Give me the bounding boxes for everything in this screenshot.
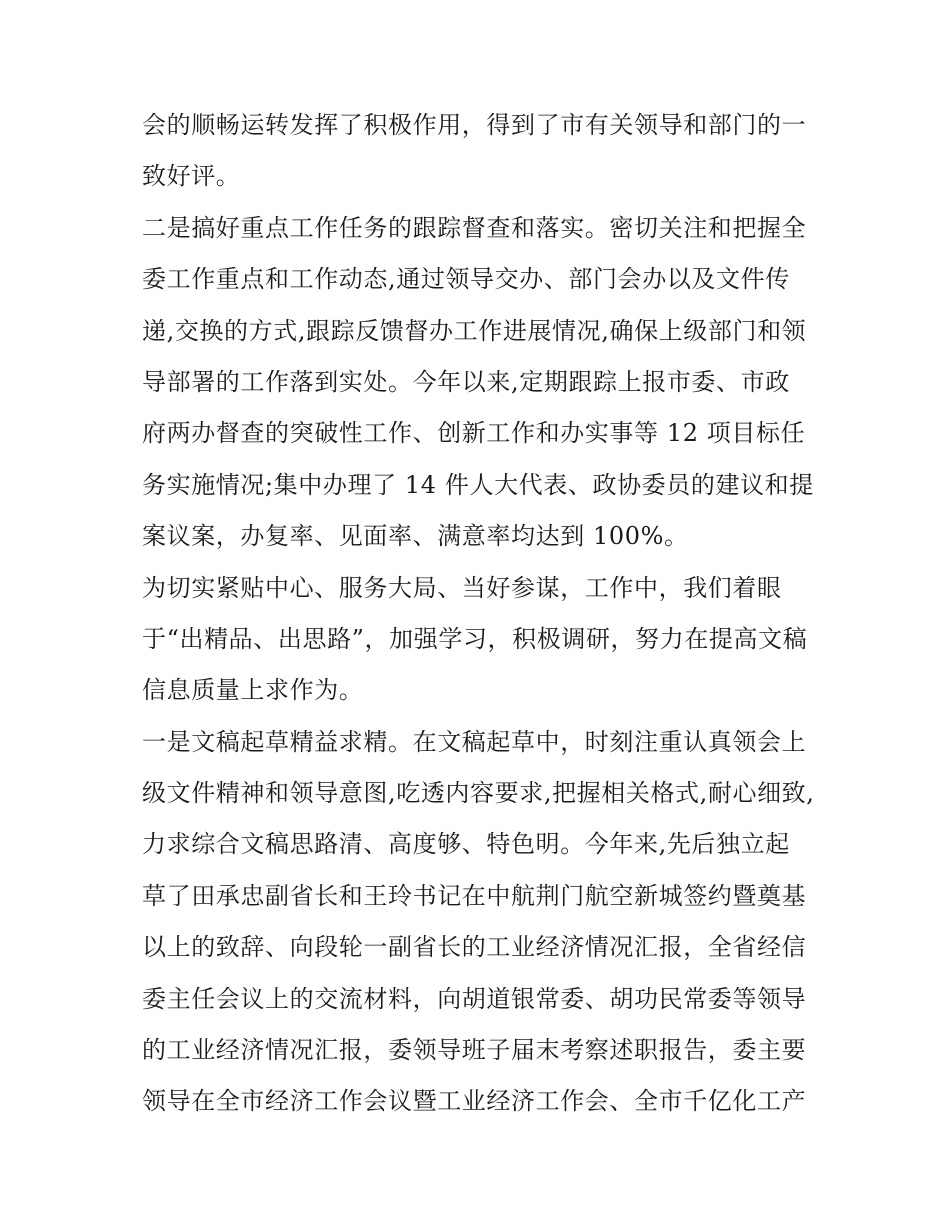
text-line: 导部署的工作落到实处。今年以来,定期跟踪上报市委、市政	[142, 367, 790, 396]
text-line: 级文件精神和领导意图,吃透内容要求,把握相关格式,耐心细致,	[142, 779, 815, 808]
text-line: 委主任会议上的交流材料，向胡道银常委、胡功民常委等领导	[142, 984, 807, 1013]
text-line: 以上的致辞、向段轮一副省长的工业经济情况汇报，全省经信	[142, 933, 807, 962]
text-line: 府两办督查的突破性工作、创新工作和办实事等 12 项目标任	[142, 419, 806, 448]
text-line: 力求综合文稿思路清、高度够、特色明。今年来,先后独立起	[142, 830, 790, 859]
text-line: 于“出精品、出思路”，加强学习，积极调研，努力在提高文稿	[142, 624, 808, 653]
text-line: 会的顺畅运转发挥了积极作用，得到了市有关领导和部门的一	[142, 111, 807, 139]
text-line: 二是搞好重点工作任务的跟踪督查和落实。密切关注和把握全	[142, 213, 807, 242]
text-line: 信息质量上求作为。	[142, 676, 364, 705]
text-line: 委工作重点和工作动态,通过领导交办、部门会办以及文件传	[142, 265, 790, 294]
text-line: 递,交换的方式,跟踪反馈督办工作进展情况,确保上级部门和领	[142, 316, 807, 345]
text-line: 的工业经济情况汇报，委领导班子届末考察述职报告，委主要	[142, 1036, 807, 1065]
text-line: 草了田承忠副省长和王玲书记在中航荆门航空新城签约暨奠基	[142, 881, 807, 910]
text-line: 一是文稿起草精益求精。在文稿起草中，时刻注重认真领会上	[142, 727, 807, 756]
document-body	[142, 100, 822, 1128]
text-line: 为切实紧贴中心、服务大局、当好参谋，工作中，我们着眼	[142, 573, 782, 602]
text-line: 务实施情况;集中办理了 14 件人大代表、政协委员的建议和提	[142, 470, 814, 499]
text-line: 领导在全市经济工作会议暨工业经济工作会、全市千亿化工产	[142, 1087, 807, 1116]
text-line: 案议案，办复率、见面率、满意率均达到 100%。	[142, 522, 689, 551]
text-line: 致好评。	[142, 162, 241, 191]
